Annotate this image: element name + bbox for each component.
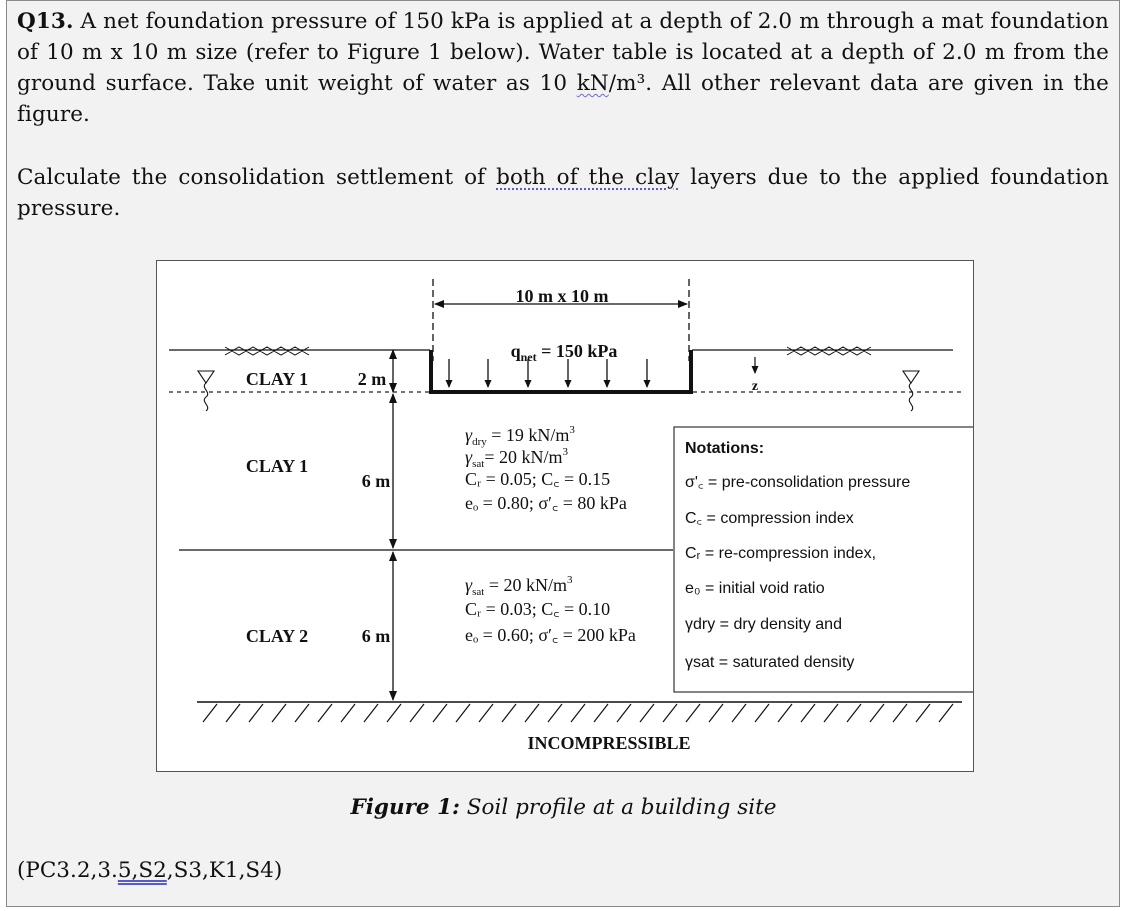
hatch-mark [387,704,401,722]
depth-z-label: z [751,379,759,394]
notation-item: Cᵣ = re-compression index, [685,545,877,562]
unit-kn: kN [576,71,609,96]
question-text-a: A net foundation pressure of 150 kPa is applied at a depth of 2.0 m through a mat foundation of 10 m x 10 m size (refer to Figure 1 below). Water table is located at a depth of 2.0 m from the ground surface. Take unit weight of water as 10 [17,9,1109,96]
hatch-mark [341,704,355,722]
clay1-label: CLAY 1 [245,456,309,476]
figure-caption [0,795,1127,820]
clay2-label: CLAY 2 [245,626,309,646]
outcome-codes [17,858,282,883]
question-text-b: /m³. All other relevant data are given in the figure. [17,71,1109,127]
caption-text: Soil profile at a building site [459,795,777,820]
task-text-a: Calculate the consolidation settlement of [17,165,497,190]
hatch-mark [364,704,378,722]
clay1-thickness: 6 m [361,471,391,491]
codes-underlined: 5,S2 [117,858,167,883]
hatch-mark [594,704,608,722]
soil-profile-figure [156,260,974,772]
hatch-mark [525,704,539,722]
notation-item: γdry = dry density and [685,616,842,633]
hatch-mark [249,704,263,722]
notation-item: γsat = saturated density [685,654,855,671]
hatch-mark [755,704,769,722]
hatch-mark [686,704,700,722]
water-table-symbol-left [198,371,214,411]
ground-hatch-right [787,347,871,355]
clay1-sat-unit-weight: $\gamma_{sat}= 20$ $kN/m^3$ [465,446,568,470]
question-number: Q13. [17,9,74,34]
water-table-symbol-right [903,371,919,411]
hatch-mark [456,704,470,722]
clay2-sat-unit-weight: $\gamma_{sat} = 20$ $kN/m^3$ [465,574,573,598]
codes-b: ,S3,K1,S4) [166,858,283,883]
hatch-mark [663,704,677,722]
hatch-mark [226,704,240,722]
clay2-void-ratio-preconsolidation: eₒ = 0.60; σ′꜀ = 200 kPa [465,625,636,645]
hatch-mark [916,704,930,722]
notation-item: σ'꜀ = pre-consolidation pressure [685,474,911,491]
footing-size-label: 10 m x 10 m [515,286,609,306]
task-text-b: layers due to the applied foundation pressure. [17,165,1109,221]
notations-title: Notations: [685,440,765,457]
hatch-mark [203,704,217,722]
hatch-mark [824,704,838,722]
base-hatching [203,704,953,722]
notation-item: e₀ = initial void ratio [685,580,825,597]
hatch-mark [548,704,562,722]
hatch-mark [893,704,907,722]
codes-a: (PC3.2,3. [17,858,118,883]
question-paragraph-2 [17,162,1109,224]
soil-profile-svg [157,261,973,771]
hatch-mark [479,704,493,722]
clay1-dry-unit-weight: $\gamma_{dry} = 19$ $kN/m^3$ [465,424,575,448]
clay2-thickness: 6 m [361,626,391,646]
caption-prefix: Figure 1: [350,795,460,820]
top-layer-thickness: 2 m [357,369,387,389]
question-paragraph-1 [17,6,1109,130]
hatch-mark [617,704,631,722]
hatch-mark [640,704,654,722]
hatch-mark [939,704,953,722]
hatch-mark [502,704,516,722]
hatch-mark [847,704,861,722]
task-text-underlined: both of the clay [496,165,680,190]
incompressible-label: INCOMPRESSIBLE [527,733,691,753]
hatch-mark [410,704,424,722]
clay1-compression-indices: Cᵣ = 0.05; C꜀ = 0.15 [465,469,611,489]
hatch-mark [732,704,746,722]
hatch-mark [778,704,792,722]
top-layer-label: CLAY 1 [245,369,309,389]
hatch-mark [709,704,723,722]
net-pressure-label: $q_{net} = 150$ kPa [510,341,618,364]
hatch-mark [272,704,286,722]
clay2-compression-indices: Cᵣ = 0.03; C꜀ = 0.10 [465,599,611,619]
hatch-mark [571,704,585,722]
hatch-mark [295,704,309,722]
notation-item: C꜀ = compression index [685,510,854,527]
hatch-mark [801,704,815,722]
hatch-mark [433,704,447,722]
hatch-mark [318,704,332,722]
ground-hatch-left [225,347,309,355]
clay1-void-ratio-preconsolidation: eₒ = 0.80; σ′꜀ = 80 kPa [465,493,627,513]
hatch-mark [870,704,884,722]
